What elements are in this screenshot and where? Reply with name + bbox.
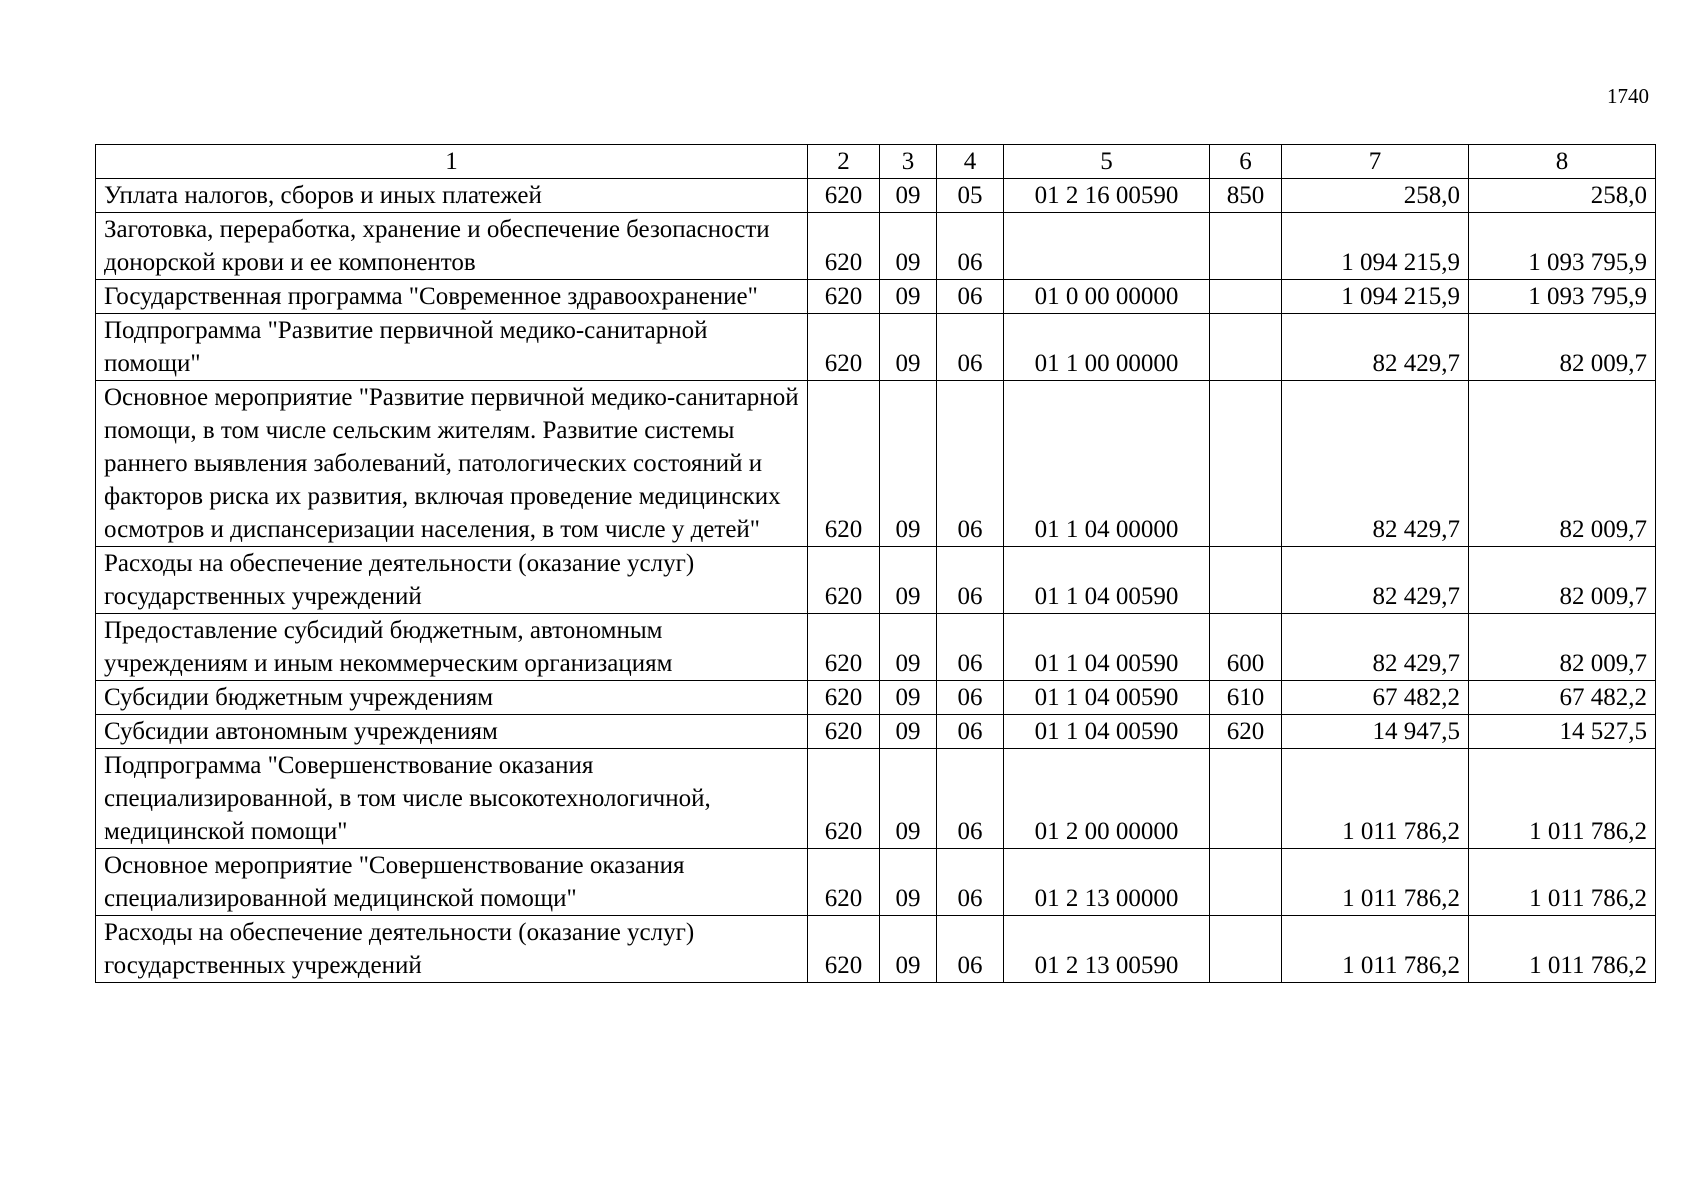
ministry-code: 620 [808,681,880,715]
amount-col-7: 14 947,5 [1282,715,1469,749]
ministry-code: 620 [808,314,880,381]
amount-col-8: 14 527,5 [1469,715,1656,749]
section-code: 09 [880,715,937,749]
subsection-code: 05 [937,179,1004,213]
subsection-code: 06 [937,381,1004,547]
column-header-3: 3 [880,145,937,179]
table-row [96,749,1656,849]
target-article-code: 01 2 13 00000 [1004,849,1210,916]
section-code: 09 [880,213,937,280]
table-row [96,916,1656,983]
expense-type-code [1210,916,1282,983]
amount-col-8: 82 009,7 [1469,314,1656,381]
budget-table [95,144,1656,983]
target-article-code: 01 2 13 00590 [1004,916,1210,983]
row-name: Субсидии автономным учреждениям [96,715,808,749]
target-article-code: 01 1 04 00590 [1004,614,1210,681]
subsection-code: 06 [937,849,1004,916]
section-code: 09 [880,314,937,381]
expense-type-code [1210,381,1282,547]
column-header-8: 8 [1469,145,1656,179]
table-row [96,213,1656,280]
amount-col-8: 1 093 795,9 [1469,280,1656,314]
ministry-code: 620 [808,849,880,916]
table-row [96,547,1656,614]
table-row [96,280,1656,314]
column-header-1: 1 [96,145,808,179]
table-row [96,179,1656,213]
row-name: Уплата налогов, сборов и иных платежей [96,179,808,213]
ministry-code: 620 [808,280,880,314]
ministry-code: 620 [808,547,880,614]
expense-type-code: 610 [1210,681,1282,715]
subsection-code: 06 [937,614,1004,681]
subsection-code: 06 [937,681,1004,715]
row-name: Основное мероприятие "Развитие первичной медико-санитарной помощи, в том числе сельским жителям. Развитие системы раннего выявления заболеваний, патологических состояний и факторов риска их развития, включая проведение медицинских осмотров и диспансеризации населения, в том числе у детей" [96,381,808,547]
ministry-code: 620 [808,614,880,681]
ministry-code: 620 [808,213,880,280]
target-article-code: 01 1 04 00590 [1004,715,1210,749]
row-name: Расходы на обеспечение деятельности (оказание услуг) государственных учреждений [96,547,808,614]
ministry-code: 620 [808,179,880,213]
amount-col-8: 1 011 786,2 [1469,916,1656,983]
amount-col-7: 67 482,2 [1282,681,1469,715]
row-name: Заготовка, переработка, хранение и обеспечение безопасности донорской крови и ее компонентов [96,213,808,280]
amount-col-7: 82 429,7 [1282,381,1469,547]
amount-col-7: 82 429,7 [1282,314,1469,381]
ministry-code: 620 [808,749,880,849]
subsection-code: 06 [937,280,1004,314]
expense-type-code [1210,547,1282,614]
amount-col-8: 82 009,7 [1469,547,1656,614]
row-name: Расходы на обеспечение деятельности (оказание услуг) государственных учреждений [96,916,808,983]
amount-col-7: 1 011 786,2 [1282,849,1469,916]
row-name: Государственная программа "Современное здравоохранение" [96,280,808,314]
ministry-code: 620 [808,916,880,983]
amount-col-7: 258,0 [1282,179,1469,213]
column-number-row [96,145,1656,179]
row-name: Субсидии бюджетным учреждениям [96,681,808,715]
ministry-code: 620 [808,381,880,547]
amount-col-8: 82 009,7 [1469,614,1656,681]
section-code: 09 [880,916,937,983]
table-row [96,381,1656,547]
expense-type-code [1210,749,1282,849]
expense-type-code [1210,314,1282,381]
amount-col-8: 258,0 [1469,179,1656,213]
row-name: Подпрограмма "Развитие первичной медико-санитарной помощи" [96,314,808,381]
subsection-code: 06 [937,749,1004,849]
table-row [96,314,1656,381]
target-article-code: 01 2 16 00590 [1004,179,1210,213]
expense-type-code: 620 [1210,715,1282,749]
amount-col-8: 1 093 795,9 [1469,213,1656,280]
table-row [96,614,1656,681]
amount-col-7: 82 429,7 [1282,547,1469,614]
amount-col-7: 82 429,7 [1282,614,1469,681]
amount-col-8: 1 011 786,2 [1469,749,1656,849]
column-header-6: 6 [1210,145,1282,179]
section-code: 09 [880,749,937,849]
subsection-code: 06 [937,314,1004,381]
amount-col-8: 67 482,2 [1469,681,1656,715]
target-article-code: 01 0 00 00000 [1004,280,1210,314]
subsection-code: 06 [937,213,1004,280]
target-article-code: 01 1 04 00590 [1004,547,1210,614]
amount-col-7: 1 011 786,2 [1282,749,1469,849]
amount-col-8: 82 009,7 [1469,381,1656,547]
column-header-5: 5 [1004,145,1210,179]
section-code: 09 [880,179,937,213]
target-article-code: 01 1 00 00000 [1004,314,1210,381]
section-code: 09 [880,849,937,916]
subsection-code: 06 [937,547,1004,614]
amount-col-8: 1 011 786,2 [1469,849,1656,916]
row-name: Предоставление субсидий бюджетным, автономным учреждениям и иным некоммерческим организациям [96,614,808,681]
target-article-code: 01 1 04 00000 [1004,381,1210,547]
section-code: 09 [880,614,937,681]
expense-type-code: 600 [1210,614,1282,681]
table-row [96,681,1656,715]
section-code: 09 [880,280,937,314]
section-code: 09 [880,547,937,614]
table-row [96,849,1656,916]
section-code: 09 [880,381,937,547]
page-number: 1740 [1607,84,1649,108]
subsection-code: 06 [937,916,1004,983]
target-article-code: 01 2 00 00000 [1004,749,1210,849]
expense-type-code: 850 [1210,179,1282,213]
section-code: 09 [880,681,937,715]
amount-col-7: 1 011 786,2 [1282,916,1469,983]
column-header-7: 7 [1282,145,1469,179]
subsection-code: 06 [937,715,1004,749]
row-name: Основное мероприятие "Совершенствование оказания специализированной медицинской помощи" [96,849,808,916]
amount-col-7: 1 094 215,9 [1282,280,1469,314]
row-name: Подпрограмма "Совершенствование оказания специализированной, в том числе высокотехнологичной, медицинской помощи" [96,749,808,849]
column-header-4: 4 [937,145,1004,179]
column-header-2: 2 [808,145,880,179]
table-row [96,715,1656,749]
target-article-code: 01 1 04 00590 [1004,681,1210,715]
ministry-code: 620 [808,715,880,749]
amount-col-7: 1 094 215,9 [1282,213,1469,280]
expense-type-code [1210,280,1282,314]
expense-type-code [1210,213,1282,280]
target-article-code [1004,213,1210,280]
expense-type-code [1210,849,1282,916]
